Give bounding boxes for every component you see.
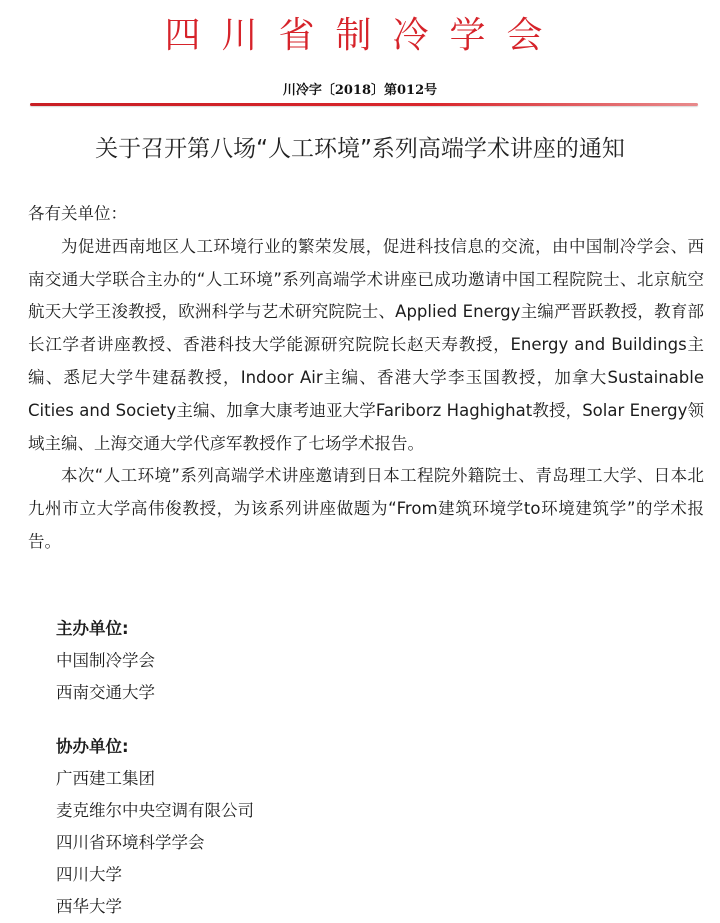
notice-title: 关于召开第八场“人工环境”系列高端学术讲座的通知: [95, 136, 625, 162]
notice-body: [28, 198, 704, 559]
body-paragraph-2: 本次“人工环境”系列高端学术讲座邀请到日本工程院外籍院士、青岛理工大学、日本北九州市立大学高伟俊教授，为该系列讲座做题为“From建筑环境学to环境建筑学”的学术报告。: [28, 466, 704, 551]
organizer-item: 中国制冷学会: [56, 651, 155, 670]
red-divider-line: [30, 103, 698, 106]
org-name-heading: 四川省制冷学会: [164, 15, 564, 56]
organizer-item: 西南交通大学: [56, 683, 155, 702]
organizers-heading: 主办单位:: [56, 619, 129, 638]
co-organizers-section: [56, 731, 254, 923]
document-number: 川冷字〔2018〕第012号: [282, 83, 438, 98]
body-paragraph-1: 为促进西南地区人工环境行业的繁荣发展，促进科技信息的交流，由中国制冷学会、西南交通大学联合主办的“人工环境”系列高端学术讲座已成功邀请中国工程院院士、北京航空航天大学王浚教授，欧洲科学与艺术研究院院士、Applied Energy主编严晋跃教授，教育部长江学者讲座教授、香港科技大学能源研究院院长赵天寿教授，Energy and Buildings主编、悉尼大学牛建磊教授，Indoor Air主编、香港大学李玉国教授，加拿大Sustainable Cities and Society主编、加拿大康考迪亚大学Fariborz Haghighat教授，Solar Energy领域主编、上海交通大学代彦军教授作了七场学术报告。: [28, 236, 704, 453]
co-organizers-heading: 协办单位:: [56, 737, 129, 756]
co-organizer-item: 四川省环境科学学会: [56, 833, 205, 852]
co-organizer-item: 四川大学: [56, 865, 122, 884]
salutation: 各有关单位：: [28, 204, 127, 223]
co-organizer-item: 西华大学: [56, 897, 122, 916]
organizers-section: [56, 613, 155, 709]
co-organizer-item: 广西建工集团: [56, 769, 155, 788]
co-organizer-item: 麦克维尔中央空调有限公司: [56, 801, 254, 820]
